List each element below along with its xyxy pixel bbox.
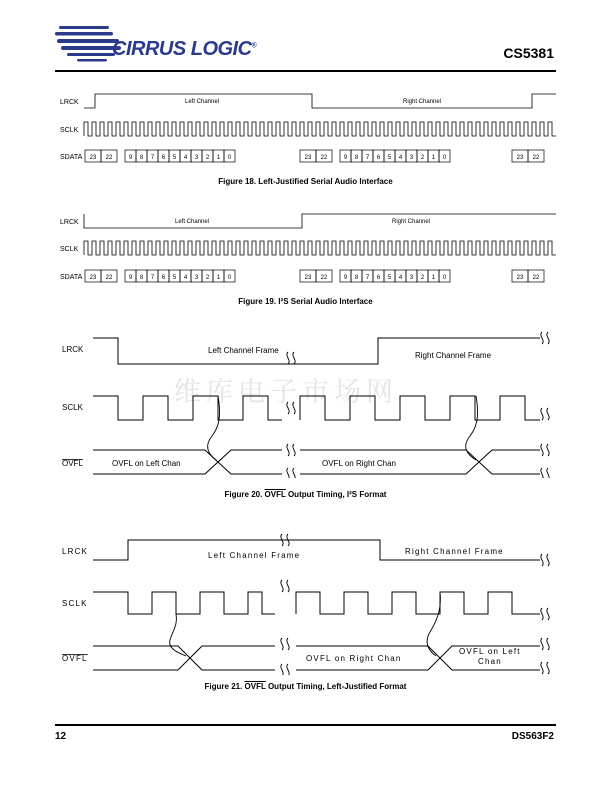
ovfl-left-label-line2: Chan — [478, 657, 502, 666]
bit-23-label: 23 — [516, 155, 524, 161]
ovfl-left-label: OVFL on Left Chan — [112, 459, 181, 468]
bit-4-label: 4 — [398, 275, 403, 281]
left-channel-frame-label: Left Channel Frame — [208, 551, 301, 560]
sdata-bits — [85, 270, 544, 282]
bit-6-label: 6 — [161, 275, 166, 281]
bit-8-label: 8 — [354, 275, 359, 281]
signal-label-sclk: SCLK — [60, 127, 79, 134]
bit-2-label: 2 — [420, 155, 425, 161]
bit-23-label: 23 — [516, 275, 524, 281]
bit-4-label: 4 — [183, 275, 188, 281]
bit-7-label: 7 — [365, 155, 370, 161]
bit-1-label: 1 — [431, 155, 436, 161]
watermark: 维库电子市场网 — [174, 377, 398, 408]
bit-1-label: 1 — [216, 275, 221, 281]
left-channel-frame-label: Left Channel Frame — [208, 346, 279, 355]
footer-rule — [55, 724, 556, 726]
bit-1-label: 1 — [431, 275, 436, 281]
bit-2-label: 2 — [205, 155, 210, 161]
company-name: CIRRUS LOGIC® — [112, 38, 257, 60]
bit-3-label: 3 — [409, 275, 414, 281]
bit-6-label: 6 — [376, 155, 381, 161]
bit-0-label: 0 — [227, 155, 232, 161]
figure-19-caption: Figure 19. I²S Serial Audio Interface — [238, 297, 373, 306]
bit-5-label: 5 — [387, 155, 392, 161]
bit-22-label: 22 — [320, 155, 328, 161]
right-channel-frame-label: Right Channel Frame — [415, 351, 492, 360]
sclk-waveform — [84, 122, 556, 136]
bit-22-label: 22 — [320, 275, 328, 281]
part-number: CS5381 — [503, 45, 554, 61]
page-number: 12 — [55, 731, 67, 742]
bit-22-label: 22 — [105, 155, 113, 161]
sclk-waveform — [84, 241, 556, 255]
signal-label-lrck: LRCK — [62, 345, 84, 354]
left-channel-label: Left Channel — [185, 99, 220, 105]
bit-23-label: 23 — [89, 275, 97, 281]
signal-label-lrck: LRCK — [60, 99, 79, 106]
signal-label-lrck: LRCK — [62, 547, 89, 556]
page-header — [0, 0, 611, 72]
bit-5-label: 5 — [172, 275, 177, 281]
signal-label-ovfl: OVFL — [62, 459, 83, 468]
bit-7-label: 7 — [365, 275, 370, 281]
figure-21-diagram — [0, 530, 611, 675]
bit-9-label: 9 — [128, 275, 133, 281]
figure-21-caption: Figure 21. OVFL Output Timing, Left-Justified Format — [204, 682, 407, 691]
bit-9-label: 9 — [343, 275, 348, 281]
signal-label-sdata: SDATA — [60, 274, 83, 281]
lrck-waveform — [84, 94, 556, 108]
bit-0-label: 0 — [227, 275, 232, 281]
ovfl-right-label: OVFL on Right Chan — [306, 654, 402, 663]
bit-1-label: 1 — [216, 155, 221, 161]
bit-22-label: 22 — [532, 155, 540, 161]
figure-18-caption: Figure 18. Left-Justified Serial Audio Interface — [218, 177, 393, 186]
bit-7-label: 7 — [150, 275, 155, 281]
signal-label-sclk: SCLK — [62, 403, 83, 412]
bit-4-label: 4 — [183, 155, 188, 161]
bit-8-label: 8 — [139, 155, 144, 161]
signal-label-sclk: SCLK — [60, 246, 79, 253]
bit-23-label: 23 — [89, 155, 97, 161]
header-rule — [55, 70, 556, 72]
bit-9-label: 9 — [128, 155, 133, 161]
sclk-to-ovfl-arrow — [466, 396, 478, 460]
bit-8-label: 8 — [139, 275, 144, 281]
signal-label-lrck: LRCK — [60, 219, 79, 226]
left-channel-label: Left Channel — [175, 219, 210, 225]
right-channel-label: Right Channel — [403, 99, 442, 105]
bit-0-label: 0 — [442, 275, 447, 281]
sclk-to-ovfl-arrow — [170, 614, 186, 656]
bit-23-label: 23 — [304, 155, 312, 161]
bit-22-label: 22 — [532, 275, 540, 281]
figure-18-diagram — [0, 88, 611, 174]
bit-3-label: 3 — [409, 155, 414, 161]
right-channel-frame-label: Right Channel Frame — [405, 547, 504, 556]
sdata-bits — [85, 150, 544, 162]
bit-2-label: 2 — [420, 275, 425, 281]
signal-label-ovfl: OVFL — [62, 654, 88, 663]
bit-3-label: 3 — [194, 275, 199, 281]
lrck-waveform — [84, 214, 556, 228]
bit-8-label: 8 — [354, 155, 359, 161]
bit-4-label: 4 — [398, 155, 403, 161]
bit-3-label: 3 — [194, 155, 199, 161]
figure-19-diagram — [0, 208, 611, 294]
bit-7-label: 7 — [150, 155, 155, 161]
bit-22-label: 22 — [105, 275, 113, 281]
bit-5-label: 5 — [387, 275, 392, 281]
bit-0-label: 0 — [442, 155, 447, 161]
sclk-waveform — [93, 592, 540, 614]
right-channel-label: Right Channel — [392, 219, 431, 225]
bit-5-label: 5 — [172, 155, 177, 161]
figure-20-diagram — [0, 328, 611, 478]
ovfl-left-label-line1: OVFL on Left — [459, 647, 521, 656]
bit-9-label: 9 — [343, 155, 348, 161]
signal-label-sclk: SCLK — [62, 599, 88, 608]
ovfl-right-label: OVFL on Right Chan — [322, 459, 396, 468]
sclk-waveform — [93, 396, 540, 420]
bit-6-label: 6 — [161, 155, 166, 161]
bit-2-label: 2 — [205, 275, 210, 281]
figure-20-caption: Figure 20. OVFL Output Timing, I²S Format — [224, 490, 387, 499]
bit-6-label: 6 — [376, 275, 381, 281]
bit-23-label: 23 — [304, 275, 312, 281]
signal-label-sdata: SDATA — [60, 154, 83, 161]
document-number: DS563F2 — [511, 731, 554, 742]
